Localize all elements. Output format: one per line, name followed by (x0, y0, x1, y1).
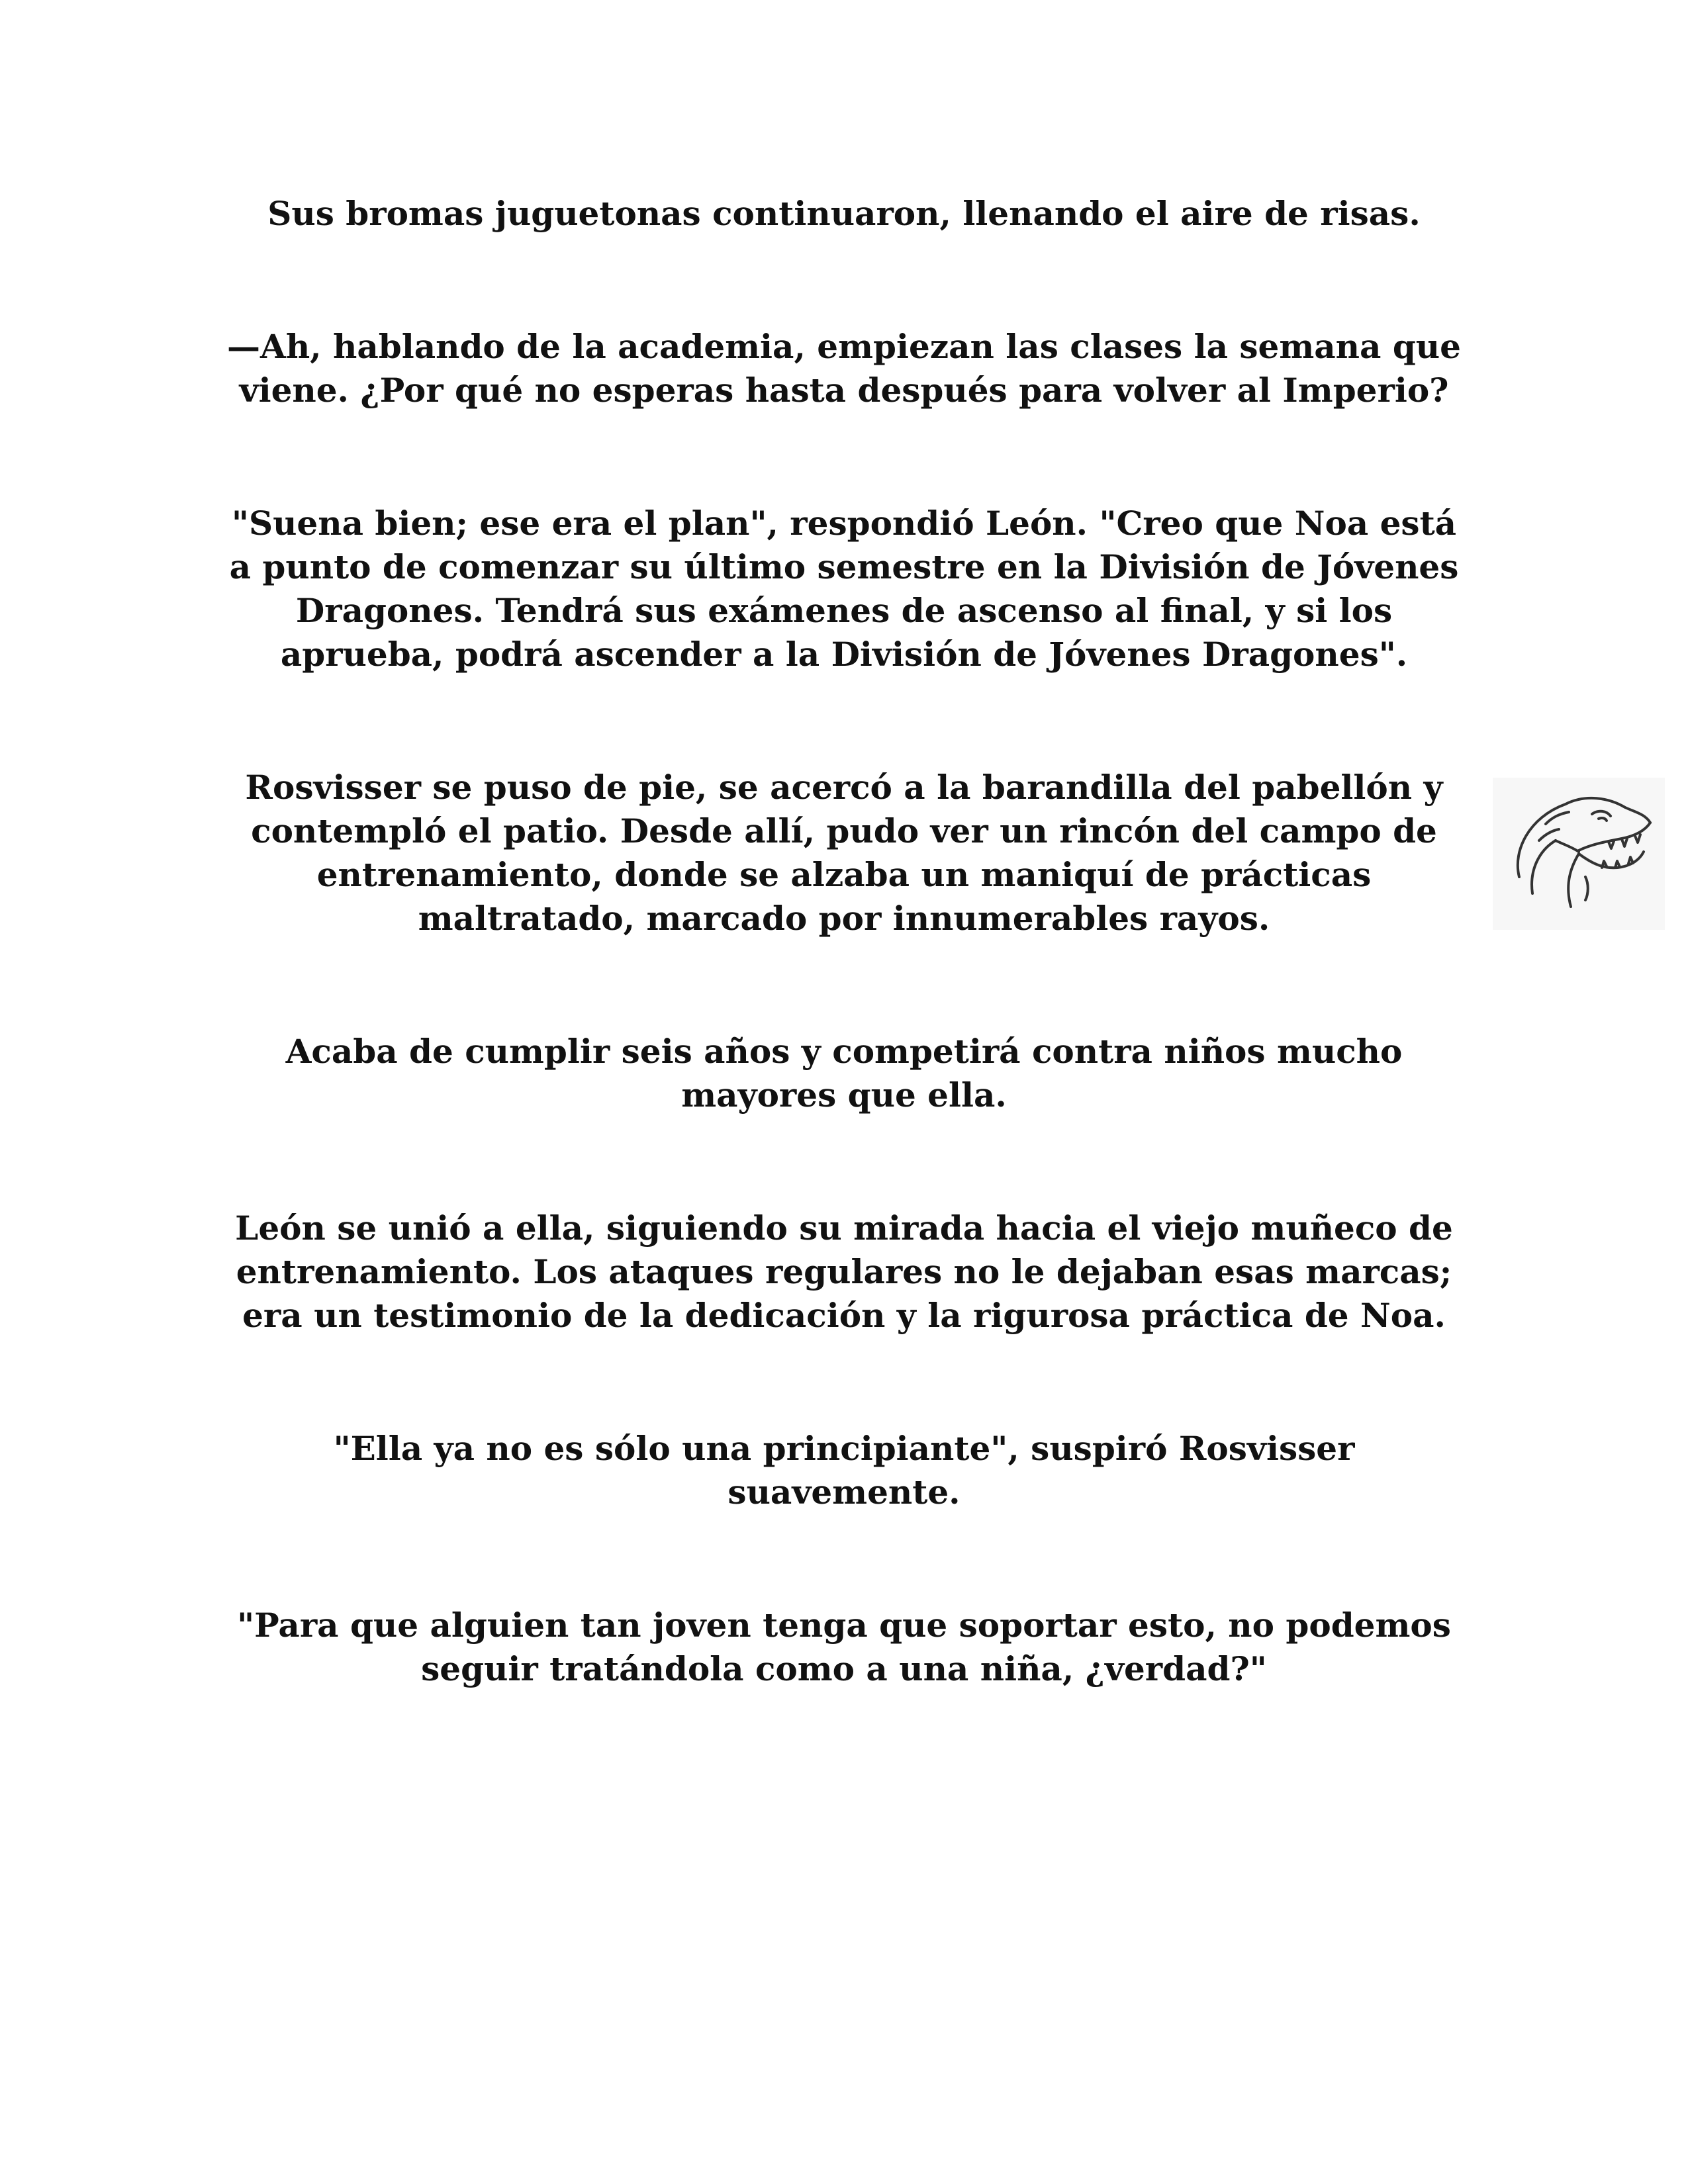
text-body (225, 192, 1463, 1780)
paragraph-1: Sus bromas juguetonas continuaron, llenando el aire de risas. (267, 194, 1421, 233)
dinosaur-head-sketch-icon (1493, 778, 1665, 930)
paragraph-5: Acaba de cumplir seis años y competirá contra niños mucho mayores que ella. (285, 1032, 1403, 1115)
paragraph-4: Rosvisser se puso de pie, se acercó a la barandilla del pabellón y contempló el patio. Desde allí, pudo ver un rincón del campo de entrenamiento, donde se alzaba un maniquí de prácticas maltratado, marcado por innumerables rayos. (245, 768, 1443, 938)
paragraph-3: "Suena bien; ese era el plan", respondió León. "Creo que Noa está a punto de comenzar su último semestre en la División de Jóvenes Dragones. Tendrá sus exámenes de ascenso al final, y si los aprueba, podrá ascender a la División de Jóvenes Dragones". (229, 504, 1459, 674)
paragraph-7: "Ella ya no es sólo una principiante", suspiró Rosvisser suavemente. (333, 1429, 1355, 1512)
paragraph-8: "Para que alguien tan joven tenga que soportar esto, no podemos seguir tratándola como a una niña, ¿verdad?" (237, 1606, 1451, 1688)
paragraph-6: León se unió a ella, siguiendo su mirada hacia el viejo muñeco de entrenamiento. Los ataques regulares no le dejaban esas marcas; era un testimonio de la dedicación y la rigurosa práctica de Noa. (235, 1208, 1453, 1335)
paragraph-2: —Ah, hablando de la academia, empiezan las clases la semana que viene. ¿Por qué no esperas hasta después para volver al Imperio? (227, 327, 1461, 410)
